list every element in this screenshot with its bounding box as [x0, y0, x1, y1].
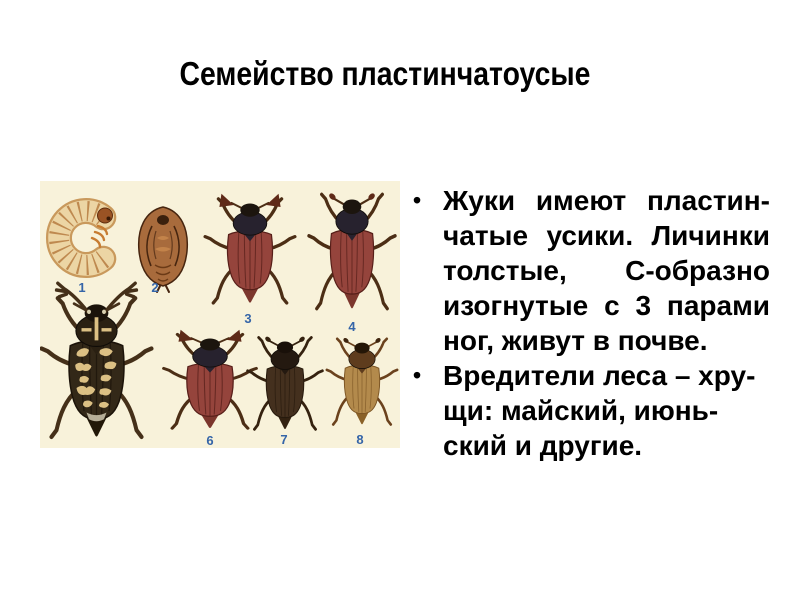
bullet-text — [443, 358, 770, 463]
pupa-illustration — [139, 207, 188, 292]
larva-illustration — [59, 208, 113, 265]
page-title-text: Семейство пластинчатоусые — [179, 55, 591, 92]
beetle-plate-image — [40, 181, 400, 448]
bullet-marker-icon: • — [413, 187, 422, 213]
bullet-line: щи: майский, июнь- — [443, 395, 719, 426]
beetle-plate-svg — [40, 181, 400, 448]
bullet-line: изогнутые с 3 парами — [443, 290, 770, 321]
bullet-marker-icon: • — [413, 362, 422, 388]
bullet-line: Вредители леса – хру- — [443, 360, 756, 391]
bullet-item — [413, 358, 770, 463]
beetle-3-illustration — [205, 194, 295, 303]
beetle-4-illustration — [309, 192, 395, 309]
bullet-line: ног, живут в почве. — [443, 325, 708, 356]
figure-number-6: 6 — [206, 433, 214, 448]
bullet-text — [443, 183, 770, 358]
figure-number-4: 4 — [348, 319, 356, 334]
figure-number-7: 7 — [280, 432, 288, 447]
bullet-line: чатые усики. Личинки — [443, 220, 770, 251]
beetle-8-illustration — [327, 337, 397, 424]
figure-number-2: 2 — [151, 280, 159, 295]
bullet-line: Жуки имеют пластин- — [443, 185, 770, 216]
figure-number-1: 1 — [78, 280, 86, 295]
bullet-item — [413, 183, 770, 358]
beetle-5-illustration — [42, 283, 152, 437]
beetle-7-illustration — [248, 336, 323, 430]
beetle-6-illustration — [164, 330, 256, 428]
figure-number-3: 3 — [244, 311, 252, 326]
bullet-list — [413, 183, 770, 463]
page-title — [0, 54, 785, 94]
bullet-line: толстые, С-образно — [443, 255, 770, 286]
bullet-line: ский и другие. — [443, 430, 643, 461]
figure-number-8: 8 — [356, 432, 364, 447]
